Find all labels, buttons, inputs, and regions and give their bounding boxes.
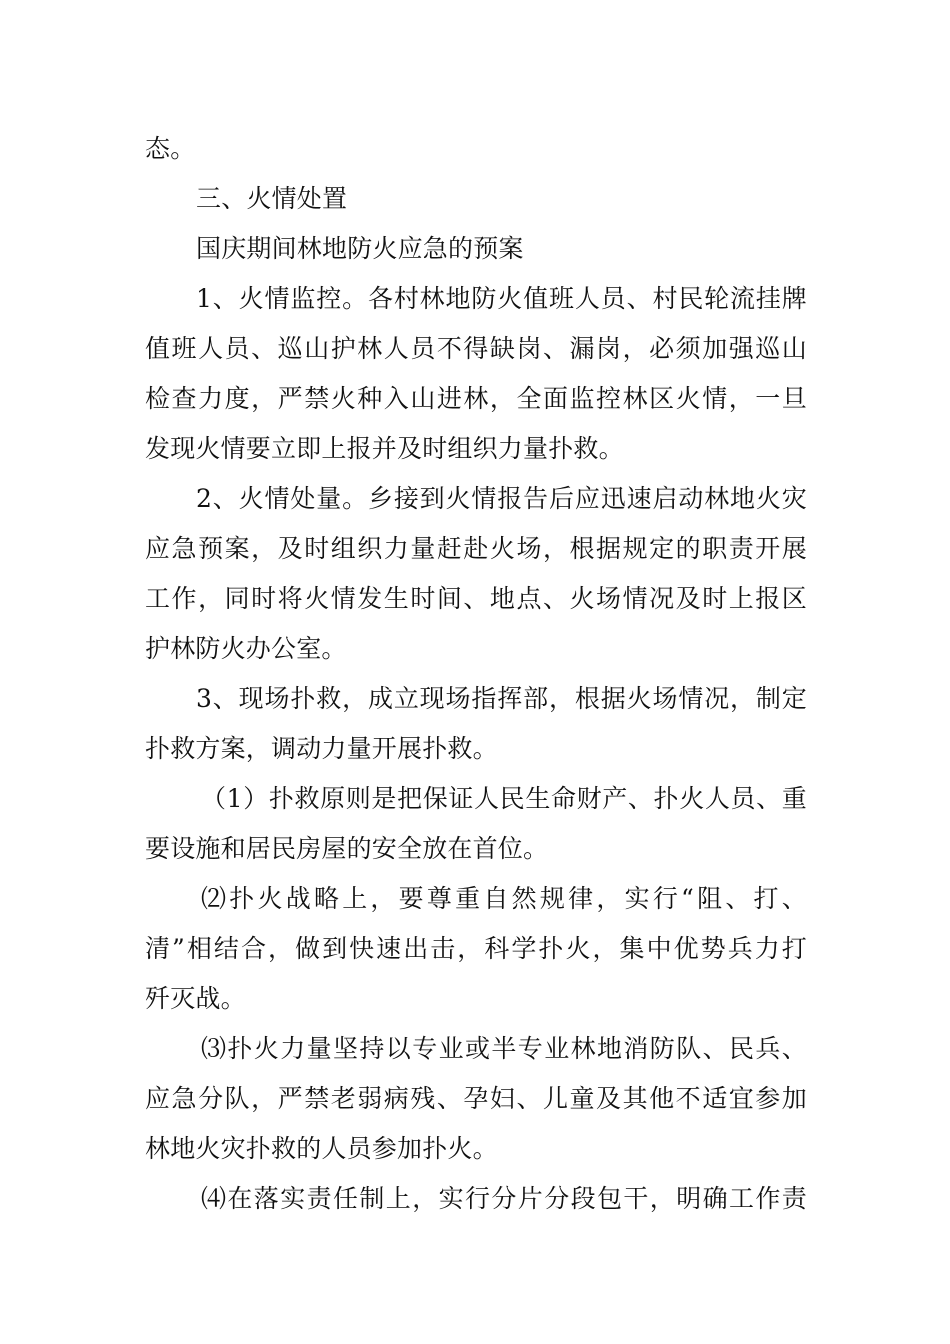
text-line: 应急分队，严禁老弱病残、孕妇、儿童及其他不适宜参加 bbox=[145, 1084, 807, 1113]
text-line: 值班人员、巡山护林人员不得缺岗、漏岗，必须加强巡山 bbox=[145, 334, 807, 363]
text-line: 工作，同时将火情发生时间、地点、火场情况及时上报区 bbox=[145, 584, 807, 613]
text-line: 歼灭战。 bbox=[145, 984, 246, 1013]
text-line: 检查力度，严禁火种入山进林，全面监控林区火情，一旦 bbox=[145, 384, 807, 413]
text-line: 扑救方案，调动力量开展扑救。 bbox=[145, 734, 498, 763]
section-heading: 三、火情处置 bbox=[196, 184, 348, 213]
text-line: 2、火情处量。乡接到火情报告后应迅速启动林地火灾 bbox=[196, 484, 807, 513]
text-line: ⑵扑火战略上，要尊重自然规律，实行“阻、打、 bbox=[201, 884, 807, 913]
text-line: 应急预案，及时组织力量赶赴火场，根据规定的职责开展 bbox=[145, 534, 807, 563]
text-line: （1）扑救原则是把保证人民生命财产、扑火人员、重 bbox=[201, 784, 807, 813]
text-line: 1、火情监控。各村林地防火值班人员、村民轮流挂牌 bbox=[196, 284, 807, 313]
text-line: ⑶扑火力量坚持以专业或半专业林地消防队、民兵、 bbox=[201, 1034, 807, 1063]
text-line: 发现火情要立即上报并及时组织力量扑救。 bbox=[145, 434, 624, 463]
document-body bbox=[145, 124, 807, 1224]
text-line: ⑷在落实责任制上，实行分片分段包干，明确工作责 bbox=[201, 1184, 807, 1213]
text-line: 护林防火办公室。 bbox=[145, 634, 347, 663]
text-line: 3、现场扑救，成立现场指挥部，根据火场情况，制定 bbox=[196, 684, 807, 713]
text-line: 清”相结合，做到快速出击，科学扑火，集中优势兵力打 bbox=[145, 934, 807, 963]
document-subtitle: 国庆期间林地防火应急的预案 bbox=[196, 234, 524, 263]
text-line: 要设施和居民房屋的安全放在首位。 bbox=[145, 834, 549, 863]
text-line: 林地火灾扑救的人员参加扑火。 bbox=[145, 1134, 498, 1163]
text-line: 态。 bbox=[145, 134, 196, 163]
